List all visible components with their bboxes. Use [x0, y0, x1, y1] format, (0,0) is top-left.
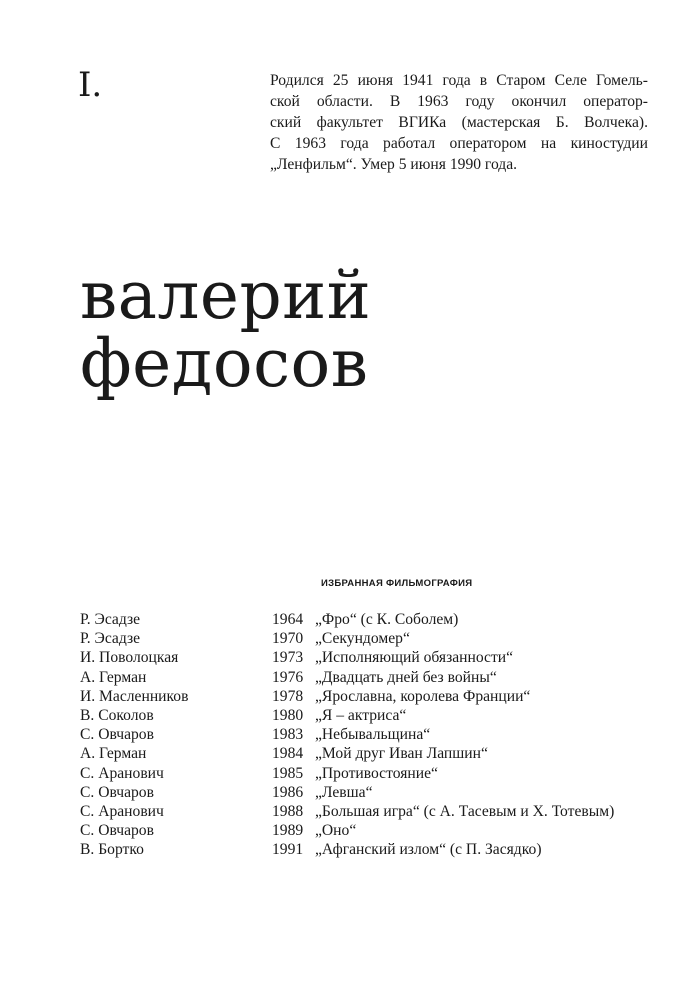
- director-name: А. Герман: [80, 668, 147, 686]
- film-year: 1988: [272, 802, 304, 820]
- filmography-row: [80, 841, 670, 860]
- filmography-list: [80, 611, 670, 860]
- director-name: С. Овчаров: [80, 822, 154, 840]
- filmography-row: [80, 803, 670, 822]
- film-title: „Фро“ (с К. Соболем): [315, 611, 459, 628]
- filmography-row: [80, 726, 670, 745]
- filmography-row: [80, 745, 670, 764]
- filmography-row: [80, 822, 670, 841]
- film-year: 1986: [272, 783, 304, 801]
- film-title: „Небывальщина“: [315, 726, 431, 744]
- director-name: С. Овчаров: [80, 726, 154, 744]
- film-year: 1983: [272, 726, 304, 744]
- biography-line: ской области. В 1963 году окончил оператор-: [270, 93, 648, 110]
- film-title: „Левша“: [315, 783, 373, 801]
- director-name: С. Овчаров: [80, 783, 154, 801]
- film-title: „Большая игра“ (с А. Тасевым и Х. Тотевым): [315, 802, 615, 820]
- film-year: 1985: [272, 764, 304, 782]
- filmography-row: [80, 765, 670, 784]
- director-name: Р. Эсадзе: [80, 611, 141, 628]
- film-year: 1984: [272, 745, 304, 763]
- last-name: федосов: [80, 325, 369, 402]
- film-year: 1978: [272, 687, 304, 705]
- director-name: С. Аранович: [80, 802, 164, 820]
- director-name: В. Соколов: [80, 706, 154, 724]
- filmography-row: [80, 688, 670, 707]
- film-year: 1976: [272, 668, 304, 686]
- chapter-number: I.: [78, 65, 103, 105]
- director-name: И. Масленников: [80, 687, 189, 705]
- film-year: 1991: [272, 841, 304, 859]
- film-year: 1989: [272, 822, 304, 840]
- film-year: 1964: [272, 611, 304, 628]
- biography-line: „Ленфильм“. Умер 5 июня 1990 года.: [270, 156, 518, 173]
- first-name: валерий: [80, 257, 372, 334]
- director-name: Р. Эсадзе: [80, 630, 141, 648]
- filmography-row: [80, 611, 670, 630]
- biography-line: ский факультет ВГИКа (мастерская Б. Волчека).: [270, 114, 648, 131]
- person-name-title: [80, 257, 372, 402]
- filmography-row: [80, 630, 670, 649]
- filmography-row: [80, 669, 670, 688]
- film-title: „Исполняющий обязанности“: [315, 649, 514, 667]
- filmography-row: [80, 707, 670, 726]
- film-title: „Я – актриса“: [315, 706, 407, 724]
- film-title: „Двадцать дней без войны“: [315, 668, 497, 686]
- film-title: „Афганский излом“ (с П. Засядко): [315, 841, 542, 859]
- film-title: „Ярославна, королева Франции“: [315, 687, 531, 705]
- film-year: 1980: [272, 706, 304, 724]
- film-title: „Оно“: [315, 822, 357, 840]
- director-name: С. Аранович: [80, 764, 164, 782]
- biography-paragraph: [270, 70, 648, 175]
- filmography-row: [80, 649, 670, 668]
- film-title: „Противостояние“: [315, 764, 438, 782]
- director-name: И. Поволоцкая: [80, 649, 179, 667]
- film-year: 1970: [272, 630, 304, 648]
- director-name: В. Бортко: [80, 841, 144, 859]
- filmography-row: [80, 784, 670, 803]
- film-title: „Мой друг Иван Лапшин“: [315, 745, 488, 763]
- biography-line: С 1963 года работал оператором на киностудии: [270, 135, 648, 152]
- film-title: „Секундомер“: [315, 630, 410, 648]
- film-year: 1973: [272, 649, 304, 667]
- director-name: А. Герман: [80, 745, 147, 763]
- biography-line: Родился 25 июня 1941 года в Старом Селе Гомель-: [270, 72, 648, 89]
- filmography-heading: ИЗБРАННАЯ ФИЛЬМОГРАФИЯ: [321, 578, 473, 589]
